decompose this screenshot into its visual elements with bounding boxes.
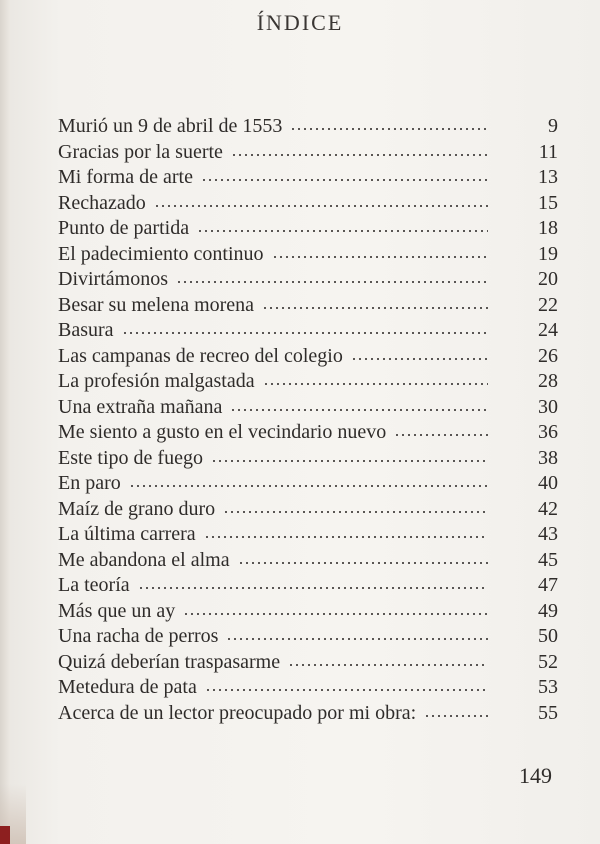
- toc-entry-page: 19: [538, 242, 558, 265]
- toc-entry-title: La teoría: [58, 574, 130, 596]
- toc-entry-page: 11: [538, 140, 558, 163]
- toc-entry-page: 55: [538, 701, 558, 724]
- toc-entry-page: 38: [538, 446, 558, 469]
- toc-entry: [58, 138, 558, 164]
- toc-entry-title: Más que un ay: [58, 599, 176, 622]
- toc-entry-title: Acerca de un lector preocupado por mi obra:: [58, 701, 417, 724]
- toc-entry-page: 15: [538, 191, 558, 214]
- toc-entry-title: Metedura de pata: [58, 676, 197, 698]
- toc-entry-title: Una racha de perros: [58, 625, 219, 647]
- toc-dot-leader: [238, 560, 488, 566]
- toc-dot-leader: [394, 432, 488, 438]
- toc-entry-page: 28: [538, 370, 558, 392]
- toc-dot-leader: [424, 713, 488, 719]
- toc-dot-leader: [211, 458, 488, 464]
- toc-dot-leader: [231, 152, 488, 158]
- toc-entry-title: Murió un 9 de abril de 1553: [58, 115, 283, 137]
- toc-dot-leader: [176, 279, 488, 285]
- toc-dot-leader: [197, 228, 488, 234]
- toc-entry-title: Besar su melena morena: [58, 293, 255, 316]
- toc-entry-title: Maíz de grano duro: [58, 497, 216, 520]
- toc-entry-title: Mi forma de arte: [58, 166, 193, 188]
- binding-red-tab: [0, 826, 10, 844]
- toc-entry-page: 53: [538, 676, 558, 698]
- page-number: 149: [519, 763, 552, 788]
- toc-entry-page: 50: [538, 625, 558, 647]
- toc-entry: [58, 469, 558, 495]
- toc-entry: [58, 214, 558, 240]
- toc-dot-leader: [290, 126, 488, 132]
- toc-entry: [58, 112, 558, 138]
- toc-entry: [58, 189, 558, 215]
- toc-dot-leader: [223, 509, 488, 515]
- toc-entry-title: Gracias por la suerte: [58, 140, 223, 163]
- toc-entry-title: El padecimiento continuo: [58, 242, 264, 265]
- toc-entry: [58, 163, 558, 189]
- toc-entry-page: 20: [538, 268, 558, 290]
- toc-entry: [58, 648, 558, 674]
- toc-entry-page: 36: [538, 421, 558, 443]
- toc-dot-leader: [226, 636, 488, 642]
- toc-dot-leader: [201, 177, 488, 183]
- toc-entry-page: 24: [538, 319, 558, 341]
- toc-dot-leader: [183, 611, 488, 617]
- toc-entry: [58, 342, 558, 368]
- toc-dot-leader: [351, 356, 488, 362]
- toc-entry: [58, 316, 558, 342]
- toc-entry: [58, 699, 558, 725]
- toc-entry: [58, 520, 558, 546]
- table-of-contents: [58, 112, 558, 724]
- toc-entry-page: 52: [538, 650, 558, 673]
- toc-dot-leader: [230, 407, 488, 413]
- toc-entry: [58, 673, 558, 699]
- toc-entry: [58, 546, 558, 572]
- toc-dot-leader: [288, 662, 488, 668]
- toc-entry-page: 47: [538, 574, 558, 596]
- toc-entry: [58, 240, 558, 266]
- toc-entry-title: La última carrera: [58, 523, 196, 545]
- toc-entry-page: 43: [538, 523, 558, 545]
- toc-entry-page: 49: [538, 599, 558, 622]
- toc-entry-page: 42: [538, 497, 558, 520]
- toc-dot-leader: [272, 254, 489, 260]
- toc-entry: [58, 265, 558, 291]
- toc-entry-page: 22: [538, 293, 558, 316]
- binding-mark: [0, 784, 26, 844]
- toc-entry-title: Me siento a gusto en el vecindario nuevo: [58, 421, 387, 443]
- toc-entry-page: 40: [538, 472, 558, 494]
- page-title: ÍNDICE: [256, 10, 344, 35]
- toc-entry: [58, 291, 558, 317]
- page-edge: [0, 0, 10, 844]
- toc-dot-leader: [205, 687, 488, 693]
- toc-entry: [58, 418, 558, 444]
- toc-entry-page: 26: [538, 344, 558, 367]
- toc-dot-leader: [263, 381, 488, 387]
- toc-entry: [58, 367, 558, 393]
- toc-entry-title: En paro: [58, 472, 121, 494]
- toc-entry-title: Quizá deberían traspasarme: [58, 650, 281, 673]
- toc-dot-leader: [138, 585, 488, 591]
- toc-entry: [58, 622, 558, 648]
- toc-dot-leader: [129, 483, 488, 489]
- toc-dot-leader: [262, 305, 488, 311]
- toc-entry-title: Basura: [58, 319, 114, 341]
- toc-entry: [58, 571, 558, 597]
- toc-entry: [58, 495, 558, 521]
- toc-entry: [58, 597, 558, 623]
- toc-entry-page: 30: [538, 395, 558, 418]
- toc-entry-page: 45: [538, 548, 558, 571]
- toc-entry: [58, 444, 558, 470]
- toc-dot-leader: [122, 330, 488, 336]
- toc-entry-title: Este tipo de fuego: [58, 446, 203, 469]
- toc-entry-title: Las campanas de recreo del colegio: [58, 344, 343, 367]
- toc-entry-page: 18: [538, 217, 558, 239]
- toc-dot-leader: [154, 203, 488, 209]
- toc-entry-title: Me abandona el alma: [58, 548, 230, 571]
- toc-dot-leader: [204, 534, 488, 540]
- toc-entry-title: Punto de partida: [58, 217, 190, 239]
- toc-entry-title: Una extraña mañana: [58, 395, 223, 418]
- toc-entry-title: Rechazado: [58, 191, 146, 214]
- toc-entry-title: La profesión malgastada: [58, 370, 255, 392]
- toc-entry: [58, 393, 558, 419]
- toc-entry-page: 13: [538, 166, 558, 188]
- toc-entry-title: Divirtámonos: [58, 268, 168, 290]
- toc-entry-page: 9: [548, 115, 558, 137]
